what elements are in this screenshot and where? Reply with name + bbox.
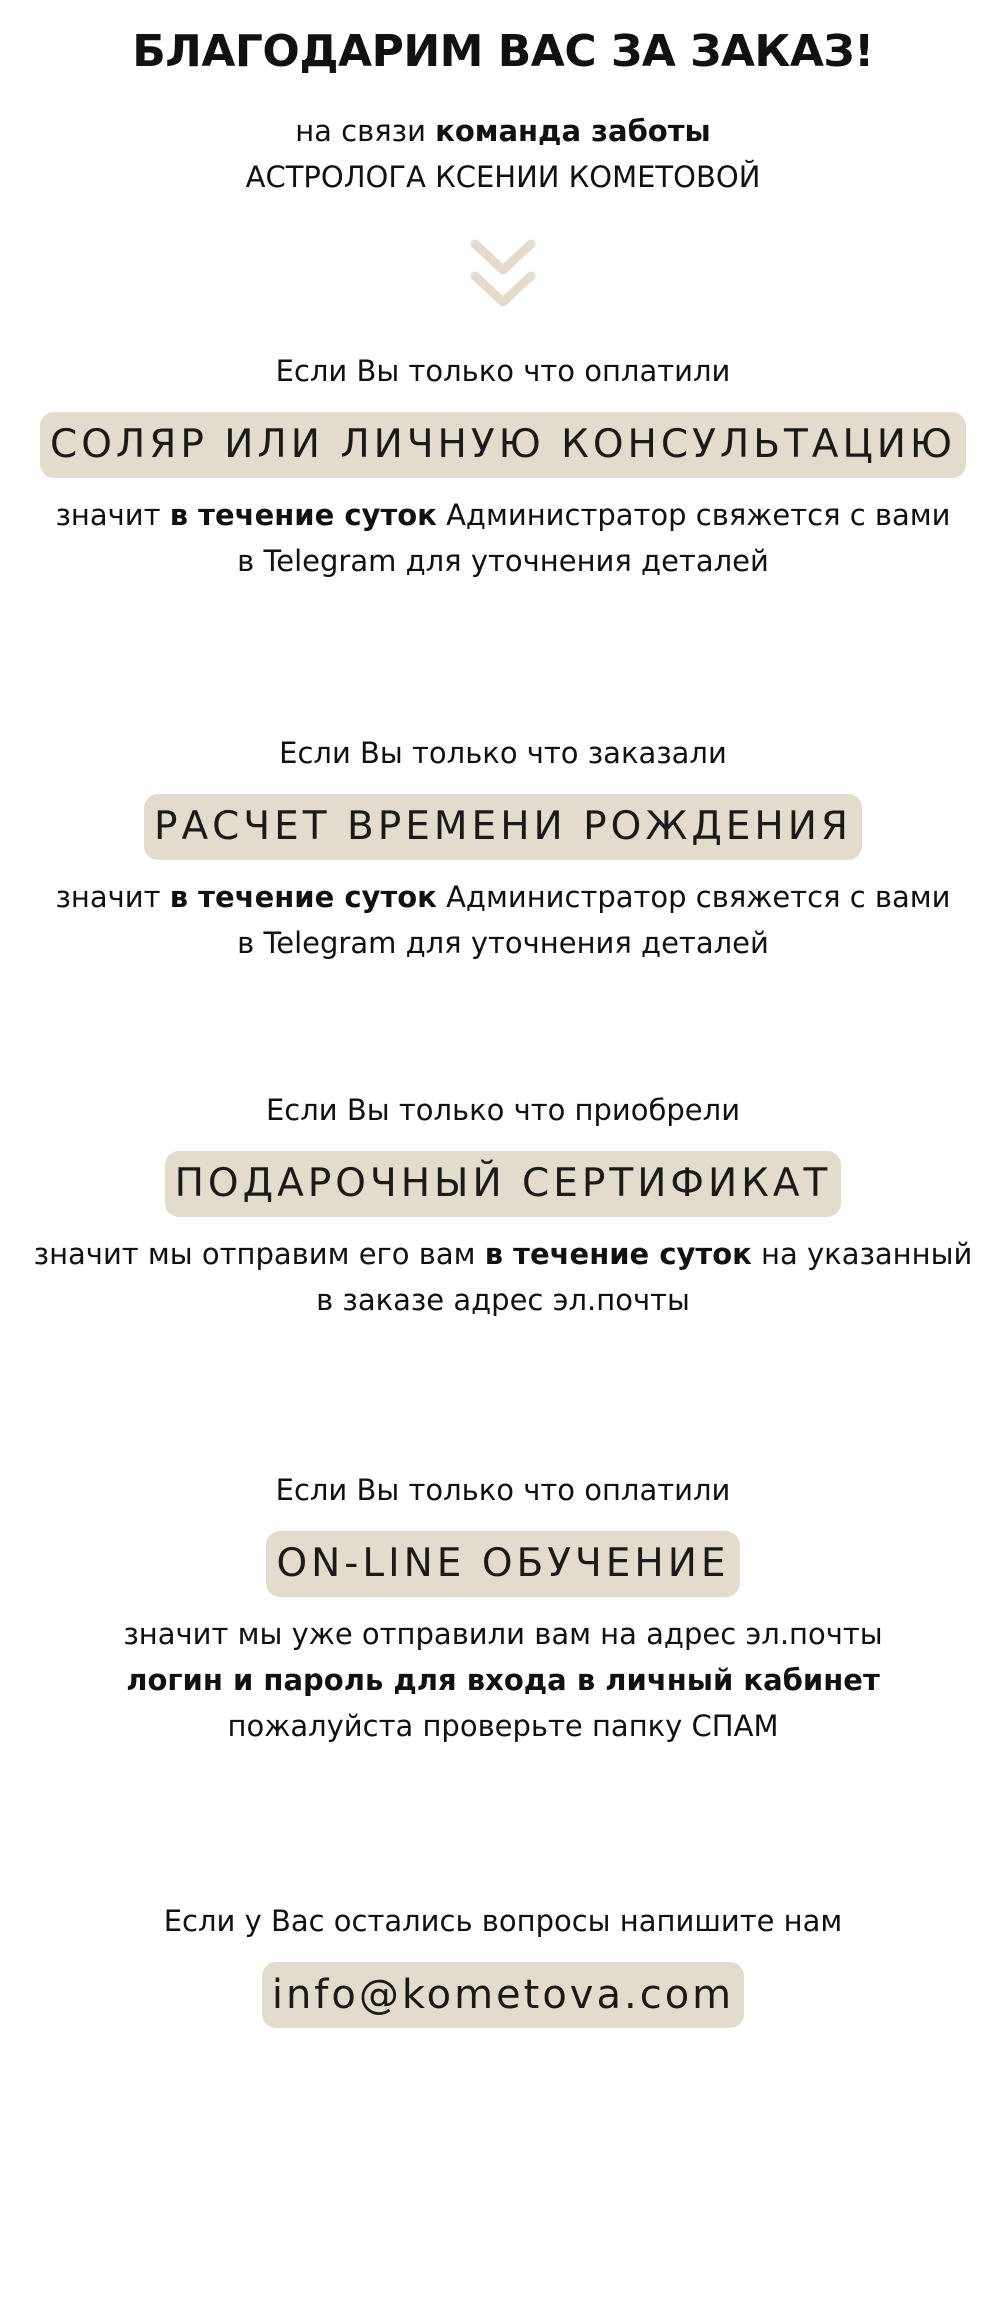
section-lead: Если Вы только что оплатили [275, 1473, 731, 1507]
pill-row [0, 412, 1006, 478]
section-lead: Если Вы только что заказали [279, 736, 727, 770]
section-birth-time [0, 730, 1006, 966]
body-line-2: в Telegram для уточнения деталей [237, 926, 769, 960]
pill-row [0, 794, 1006, 860]
section-lead: Если Вы только что оплатили [275, 354, 731, 388]
product-badge: РАСЧЕТ ВРЕМЕНИ РОЖДЕНИЯ [144, 794, 862, 860]
subtitle [0, 108, 1006, 200]
pill-row [0, 1962, 1006, 2028]
body-text: Администратор свяжется с вами [436, 880, 951, 914]
section-body [0, 1611, 1006, 1749]
body-line-2: в заказе адрес эл.почты [316, 1283, 690, 1317]
body-line-1: значит мы уже отправили вам на адрес эл.почты [123, 1617, 883, 1651]
body-line-1 [0, 1231, 1006, 1277]
product-badge: ON-LINE ОБУЧЕНИЕ [266, 1531, 739, 1597]
body-line-2 [0, 1657, 1006, 1703]
subtitle-text: на связи [295, 114, 436, 148]
body-text: Администратор свяжется с вами [436, 498, 951, 532]
section-contact [0, 1898, 1006, 2028]
body-line-3: пожалуйста проверьте папку СПАМ [227, 1709, 779, 1743]
body-bold: логин и пароль для входа в личный кабинет [126, 1663, 880, 1697]
subtitle-line-2: АСТРОЛОГА КСЕНИИ КОМЕТОВОЙ [245, 160, 761, 194]
body-text: значит мы отправим его вам [33, 1237, 485, 1271]
section-lead: Если Вы только что приобрели [265, 1093, 741, 1127]
page-title: БЛАГОДАРИМ ВАС ЗА ЗАКАЗ! [132, 26, 874, 77]
body-line-2: в Telegram для уточнения деталей [237, 544, 769, 578]
body-line-1 [0, 874, 1006, 920]
email-link[interactable]: info@kometova.com [262, 1962, 744, 2028]
body-text: значит [55, 880, 170, 914]
product-badge: ПОДАРОЧНЫЙ СЕРТИФИКАТ [165, 1151, 842, 1217]
product-badge: СОЛЯР ИЛИ ЛИЧНУЮ КОНСУЛЬТАЦИЮ [40, 412, 966, 478]
subtitle-line-1 [0, 108, 1006, 154]
section-body [0, 1231, 1006, 1323]
section-gift-certificate [0, 1087, 1006, 1323]
section-consultation [0, 348, 1006, 584]
section-online-course [0, 1467, 1006, 1749]
subtitle-bold: команда заботы [435, 114, 711, 148]
pill-row [0, 1531, 1006, 1597]
pill-row [0, 1151, 1006, 1217]
body-text: значит [55, 498, 170, 532]
section-body [0, 874, 1006, 966]
double-chevron-down-icon [469, 236, 537, 310]
body-text: на указанный [751, 1237, 973, 1271]
body-bold: в течение суток [169, 498, 437, 532]
body-bold: в течение суток [169, 880, 437, 914]
contact-lead: Если у Вас остались вопросы напишите нам [163, 1904, 843, 1938]
body-bold: в течение суток [484, 1237, 752, 1271]
section-body [0, 492, 1006, 584]
body-line-1 [0, 492, 1006, 538]
